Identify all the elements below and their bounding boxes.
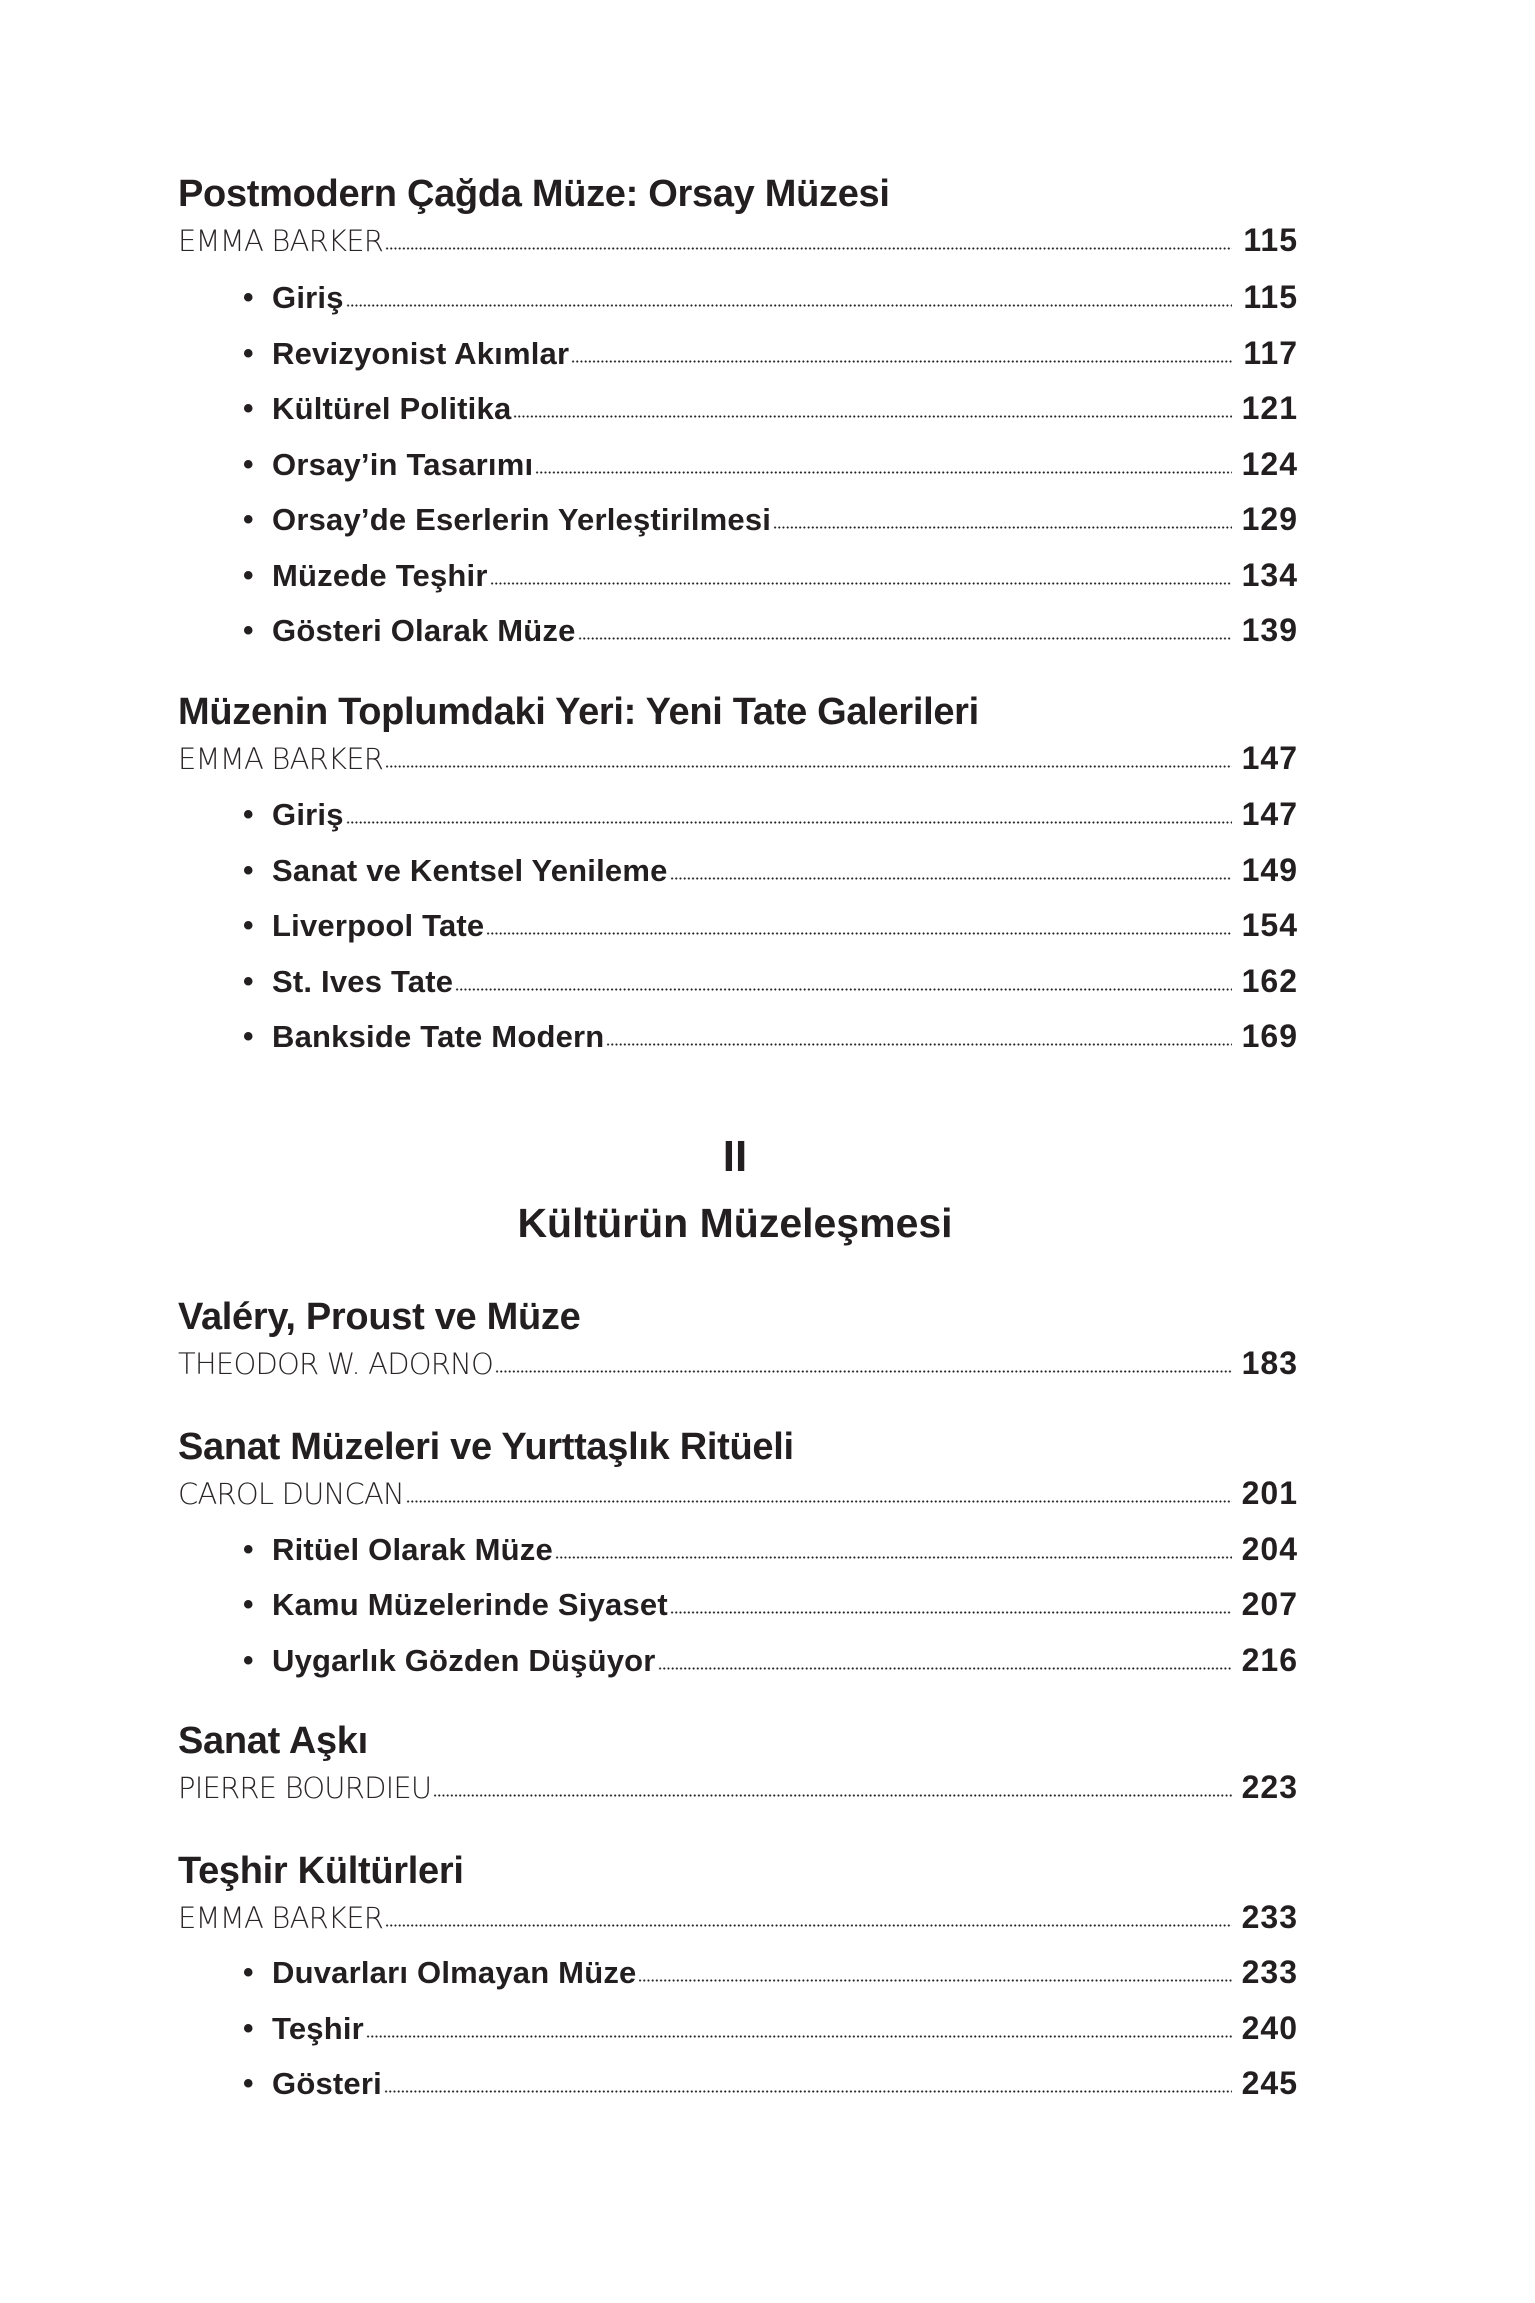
page-number: 162 (1241, 963, 1298, 999)
toc-section-row[interactable] (243, 1626, 1298, 1676)
section-title: Uygarlık Gözden Düşüyor (272, 1643, 656, 1678)
chapter-title[interactable]: Postmodern Çağda Müze: Orsay Müzesi (178, 173, 890, 215)
dot-leader (346, 821, 1232, 824)
section-title: Gösteri (272, 2066, 382, 2101)
page-number: 147 (1241, 796, 1298, 832)
page-number: 115 (1243, 279, 1298, 315)
toc-section-row[interactable] (243, 1938, 1298, 1988)
section-title: Gösteri Olarak Müze (272, 613, 576, 648)
dot-leader (578, 637, 1232, 640)
chapter-title[interactable]: Sanat Aşkı (178, 1720, 368, 1762)
toc-author-row[interactable] (178, 1459, 1298, 1509)
toc-author-row[interactable] (178, 206, 1298, 256)
toc-section-row[interactable] (243, 430, 1298, 480)
dot-leader (606, 1043, 1232, 1046)
section-title: Ritüel Olarak Müze (272, 1532, 553, 1567)
dot-leader (658, 1667, 1232, 1670)
dot-leader (555, 1556, 1232, 1559)
dot-leader (384, 2090, 1232, 2093)
dot-leader (455, 988, 1232, 991)
toc-author-row[interactable] (178, 1753, 1298, 1803)
bullet-icon (243, 1535, 272, 1565)
page-number: 124 (1241, 446, 1298, 482)
chapter-title[interactable]: Teşhir Kültürleri (178, 1850, 464, 1892)
page-number: 201 (1241, 1475, 1298, 1511)
toc-section-row[interactable] (243, 891, 1298, 941)
page-number: 245 (1241, 2065, 1298, 2101)
page-number: 169 (1241, 1018, 1298, 1054)
page-number: 121 (1241, 390, 1298, 426)
part-title: Kültürün Müzeleşmesi (517, 1200, 953, 1246)
toc-section-row[interactable] (243, 1570, 1298, 1620)
section-title: Revizyonist Akımlar (272, 336, 570, 371)
toc-section-row[interactable] (243, 263, 1298, 313)
toc-author-row[interactable] (178, 1329, 1298, 1379)
chapter-author: THEODOR W. ADORNO (178, 1347, 494, 1381)
page-number: 129 (1241, 501, 1298, 537)
section-title: Teşhir (272, 2011, 364, 2046)
bullet-icon (243, 1590, 272, 1620)
bullet-icon (243, 911, 272, 941)
bullet-icon (243, 339, 272, 369)
page-number: 233 (1241, 1899, 1298, 1935)
dot-leader (385, 247, 1232, 250)
section-title: Kültürel Politika (272, 391, 512, 426)
page-number: 233 (1241, 1954, 1298, 1990)
part-number: II (722, 1132, 748, 1181)
section-title: Giriş (272, 797, 344, 832)
page-number: 204 (1241, 1531, 1298, 1567)
page-number: 183 (1241, 1345, 1298, 1381)
toc-section-row[interactable] (243, 2049, 1298, 2099)
bullet-icon (243, 856, 272, 886)
chapter-author: CAROL DUNCAN (178, 1477, 404, 1511)
chapter-author: PIERRE BOURDIEU (178, 1771, 432, 1805)
chapter-title[interactable]: Valéry, Proust ve Müze (178, 1296, 581, 1338)
dot-leader (638, 1979, 1232, 1982)
toc-section-row[interactable] (243, 1002, 1298, 1052)
dot-leader (495, 1370, 1232, 1373)
page-number: 139 (1241, 612, 1298, 648)
bullet-icon (243, 2014, 272, 2044)
bullet-icon (243, 450, 272, 480)
section-title: St. Ives Tate (272, 964, 454, 999)
section-title: Orsay’de Eserlerin Yerleştirilmesi (272, 502, 772, 537)
bullet-icon (243, 1646, 272, 1676)
toc-section-row[interactable] (243, 374, 1298, 424)
dot-leader (490, 582, 1232, 585)
bullet-icon (243, 616, 272, 646)
dot-leader (571, 360, 1232, 363)
page-number: 207 (1241, 1586, 1298, 1622)
bullet-icon (243, 394, 272, 424)
section-title: Bankside Tate Modern (272, 1019, 605, 1054)
dot-leader (346, 304, 1232, 307)
toc-author-row[interactable] (178, 1883, 1298, 1933)
dot-leader (385, 1924, 1232, 1927)
page-number: 117 (1243, 335, 1298, 371)
page-number: 154 (1241, 907, 1298, 943)
dot-leader (366, 2035, 1232, 2038)
page-number: 216 (1241, 1642, 1298, 1678)
toc-section-row[interactable] (243, 485, 1298, 535)
section-title: Orsay’in Tasarımı (272, 447, 534, 482)
toc-section-row[interactable] (243, 596, 1298, 646)
toc-author-row[interactable] (178, 724, 1298, 774)
toc-section-row[interactable] (243, 947, 1298, 997)
bullet-icon (243, 2069, 272, 2099)
section-title: Giriş (272, 280, 344, 315)
chapter-title[interactable]: Sanat Müzeleri ve Yurttaşlık Ritüeli (178, 1426, 794, 1468)
dot-leader (486, 932, 1232, 935)
toc-section-row[interactable] (243, 1515, 1298, 1565)
section-title: Sanat ve Kentsel Yenileme (272, 853, 668, 888)
dot-leader (513, 415, 1232, 418)
section-title: Kamu Müzelerinde Siyaset (272, 1587, 668, 1622)
dot-leader (670, 1611, 1232, 1614)
dot-leader (670, 877, 1232, 880)
dot-leader (406, 1500, 1232, 1503)
dot-leader (535, 471, 1232, 474)
toc-section-row[interactable] (243, 836, 1298, 886)
dot-leader (385, 765, 1232, 768)
bullet-icon (243, 800, 272, 830)
dot-leader (433, 1794, 1232, 1797)
chapter-author: EMMA BARKER (178, 224, 384, 258)
toc-section-row[interactable] (243, 780, 1298, 830)
bullet-icon (243, 283, 272, 313)
page-number: 134 (1241, 557, 1298, 593)
section-title: Müzede Teşhir (272, 558, 488, 593)
bullet-icon (243, 1958, 272, 1988)
chapter-author: EMMA BARKER (178, 1901, 384, 1935)
bullet-icon (243, 967, 272, 997)
bullet-icon (243, 1022, 272, 1052)
page-number: 115 (1243, 222, 1298, 258)
section-title: Liverpool Tate (272, 908, 485, 943)
section-title: Duvarları Olmayan Müze (272, 1955, 637, 1990)
toc-section-row[interactable] (243, 1994, 1298, 2044)
bullet-icon (243, 561, 272, 591)
chapter-author: EMMA BARKER (178, 742, 384, 776)
page-number: 149 (1241, 852, 1298, 888)
toc-section-row[interactable] (243, 541, 1298, 591)
toc-section-row[interactable] (243, 319, 1298, 369)
page-number: 147 (1241, 740, 1298, 776)
dot-leader (773, 526, 1232, 529)
chapter-title[interactable]: Müzenin Toplumdaki Yeri: Yeni Tate Galerileri (178, 691, 979, 733)
page-number: 240 (1241, 2010, 1298, 2046)
bullet-icon (243, 505, 272, 535)
page-number: 223 (1241, 1769, 1298, 1805)
